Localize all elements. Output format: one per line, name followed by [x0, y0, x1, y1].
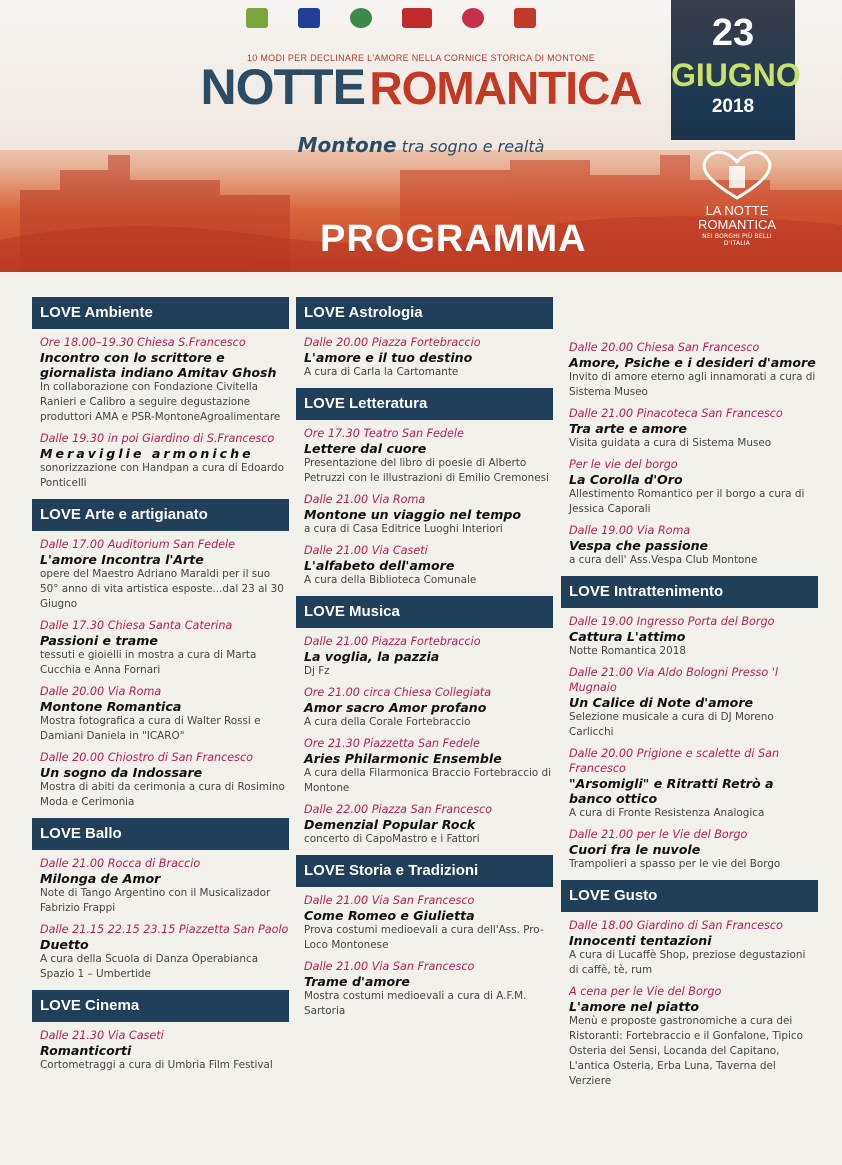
subtitle-montone: Montone: [297, 133, 397, 157]
event-time-place: Dalle 21.00 Piazza Fortebraccio: [304, 635, 481, 648]
event-description: Menù e proposte gastronomiche a cura dei Ristoranti: Fortebraccio e il Gonfalone, Tipico Osteria dei Sensi, Locanda del Capitano, L'antica Osteria, Erba Luna, Taverna del Verziere: [569, 1015, 803, 1087]
event-time-place: Dalle 21.00 Via San Francesco: [304, 960, 475, 973]
event-title: L'amore nel piatto: [569, 999, 700, 1014]
event-item: [561, 614, 818, 659]
event-title: Demenzial Popular Rock: [304, 817, 476, 832]
event-description: Trampolieri a spasso per le vie del Borgo: [569, 858, 781, 870]
event-time-place: Dalle 21.15 22.15 23.15 Piazzetta San Paolo: [40, 923, 289, 936]
event-description: opere del Maestro Adriano Maraldi per il suo 50° anno di vita artistica esposte...dal 23 al 30 Giugno: [40, 568, 284, 610]
event-item: [296, 736, 553, 796]
event-title: "Arsomigli" e Ritratti Retrò a banco ottico: [569, 776, 774, 806]
event-description: A cura della Corale Fortebraccio: [304, 716, 471, 728]
event-title: Amor sacro Amor profano: [304, 700, 487, 715]
event-description: A cura della Filarmonica Braccio Fortebraccio di Montone: [304, 767, 551, 794]
section-storia-continued: [561, 340, 818, 568]
event-description: A cura di Fronte Resistenza Analogica: [569, 807, 765, 819]
italy-emblem-icon: [350, 8, 372, 28]
event-time-place: Dalle 21.00 Via San Francesco: [304, 894, 475, 907]
event-description: concerto di CapoMastro e i Fattori: [304, 833, 480, 845]
section-header: LOVE Gusto: [561, 880, 818, 912]
section-astrologia: [296, 297, 553, 380]
event-time-place: Ore 21.00 circa Chiesa Collegiata: [304, 686, 492, 699]
event-title: Cuori fra le nuvole: [569, 842, 701, 857]
brand-line3: NEI BORGHI PIÙ BELLI D'ITALIA: [702, 232, 772, 247]
program-column-1: [32, 297, 289, 1081]
event-description: Dj Fz: [304, 665, 330, 677]
event-title: Duetto: [40, 937, 89, 952]
event-item: [561, 457, 818, 517]
event-title: Cattura L'attimo: [569, 629, 686, 644]
heart-castle-icon: [697, 150, 777, 200]
event-time-place: Dalle 21.00 Via Roma: [304, 493, 426, 506]
title-romantica: ROMANTICA: [369, 62, 642, 114]
section-header: LOVE Intrattenimento: [561, 576, 818, 608]
event-item: [32, 750, 289, 810]
event-description: A cura della Biblioteca Comunale: [304, 574, 477, 586]
event-time-place: Dalle 21.00 Rocca di Braccio: [40, 857, 201, 870]
event-title: Lettere dal cuore: [304, 441, 427, 456]
event-time-place: Dalle 21.00 per le Vie del Borgo: [569, 828, 748, 841]
brand-line1: LA NOTTE: [705, 203, 769, 218]
event-title: Innocenti tentazioni: [569, 933, 712, 948]
event-title: Passioni e trame: [40, 633, 158, 648]
event-item: [296, 893, 553, 953]
event-item: [296, 685, 553, 730]
brand-line2: ROMANTICA: [698, 217, 776, 233]
event-item: [296, 802, 553, 847]
event-item: [296, 335, 553, 380]
event-time-place: Dalle 21.00 Via Caseti: [304, 544, 428, 557]
psr-logo-icon: [246, 8, 268, 28]
event-item: [32, 335, 289, 425]
event-item: [32, 684, 289, 744]
event-item: [561, 827, 818, 872]
event-item: [561, 406, 818, 451]
section-header: LOVE Ambiente: [32, 297, 289, 329]
event-description: Mostra di abiti da cerimonia a cura di Rosimino Moda e Cerimonia: [40, 781, 285, 808]
borghi-heart-icon: [462, 8, 484, 28]
program-column-3: [561, 340, 818, 1097]
event-time-place: Dalle 19.30 in poi Giardino di S.Francesco: [40, 432, 275, 445]
date-box: [671, 0, 801, 140]
event-title: Milonga de Amor: [40, 871, 161, 886]
event-title: Romanticorti: [40, 1043, 132, 1058]
event-item: [296, 634, 553, 679]
date-year: 2018: [711, 96, 755, 117]
date-month: GIUGNO: [671, 57, 801, 93]
event-item: [561, 918, 818, 978]
event-item: [296, 492, 553, 537]
event-time-place: A cena per le Vie del Borgo: [569, 985, 722, 998]
event-title: L'amore Incontra l'Arte: [40, 552, 204, 567]
event-title: Montone Romantica: [40, 699, 182, 714]
notte-romantica-logo: [692, 150, 782, 247]
event-time-place: Dalle 20.00 Via Roma: [40, 685, 162, 698]
event-item: [561, 665, 818, 740]
section-letteratura: [296, 388, 553, 588]
date-day: 23: [711, 12, 755, 54]
event-item: [32, 431, 289, 491]
event-time-place: Dalle 19.00 Ingresso Porta del Borgo: [569, 615, 775, 628]
event-description: A cura della Scuola di Danza Operabianca Spazio 1 – Umbertide: [40, 953, 259, 980]
event-item: [561, 746, 818, 821]
event-title: Amore, Psiche e i desideri d'amore: [569, 355, 816, 370]
event-item: [32, 1028, 289, 1073]
event-time-place: Dalle 21.00 Pinacoteca San Francesco: [569, 407, 783, 420]
event-time-place: Dalle 21.00 Via Aldo Bologni Presso 'l Mugnaio: [569, 666, 778, 694]
event-time-place: Ore 18.00–19.30 Chiesa S.Francesco: [40, 336, 246, 349]
event-item: [561, 340, 818, 400]
event-title: Un sogno da Indossare: [40, 765, 203, 780]
event-description: Cortometraggi a cura di Umbria Film Festival: [40, 1059, 273, 1071]
event-time-place: Dalle 22.00 Piazza San Francesco: [304, 803, 493, 816]
section-arte: [32, 499, 289, 810]
section-ballo: [32, 818, 289, 982]
event-time-place: Dalle 18.00 Giardino di San Francesco: [569, 919, 783, 932]
section-storia: [296, 855, 553, 1019]
event-description: a cura dell' Ass.Vespa Club Montone: [569, 554, 758, 566]
event-item: [296, 959, 553, 1019]
section-header: LOVE Astrologia: [296, 297, 553, 329]
event-description: Mostra costumi medioevali a cura di A.F.M. Sartoria: [304, 990, 527, 1017]
section-header: LOVE Ballo: [32, 818, 289, 850]
event-description: Prova costumi medioevali a cura dell'Ass. Pro-Loco Montonese: [304, 924, 544, 951]
section-gusto: [561, 880, 818, 1089]
event-item: [561, 984, 818, 1089]
event-title: Meraviglie armoniche: [40, 446, 254, 461]
event-description: In collaborazione con Fondazione Civitella Ranieri e Calibro a seguire degustazione produttori AMA e PSR-MontoneAgroalimentare: [40, 381, 281, 423]
regione-umbria-icon: [402, 8, 432, 28]
section-header: LOVE Cinema: [32, 990, 289, 1022]
event-title: Come Romeo e Giulietta: [304, 908, 475, 923]
event-title: Incontro con lo scrittore e giornalista indiano Amitav Ghosh: [40, 350, 277, 380]
section-header: LOVE Storia e Tradizioni: [296, 855, 553, 887]
section-intrattenimento: [561, 576, 818, 872]
event-title: Tra arte e amore: [569, 421, 687, 436]
section-header: LOVE Letteratura: [296, 388, 553, 420]
event-description: Selezione musicale a cura di DJ Moreno Carlicchi: [569, 711, 774, 738]
event-title: La Corolla d'Oro: [569, 472, 683, 487]
programma-heading: PROGRAMMA: [320, 218, 587, 260]
sponsor-logos: [246, 8, 536, 28]
event-description: Note di Tango Argentino con il Musicalizador Fabrizio Frappi: [40, 887, 271, 914]
event-time-place: Dalle 20.00 Chiostro di San Francesco: [40, 751, 253, 764]
event-description: Visita guidata a cura di Sistema Museo: [569, 437, 772, 449]
section-header: LOVE Arte e artigianato: [32, 499, 289, 531]
event-item: [296, 543, 553, 588]
event-time-place: Dalle 20.00 Piazza Fortebraccio: [304, 336, 481, 349]
event-time-place: Dalle 17.30 Chiesa Santa Caterina: [40, 619, 233, 632]
section-musica: [296, 596, 553, 847]
event-title: Un Calice di Note d'amore: [569, 695, 754, 710]
event-description: sonorizzazione con Handpan a cura di Edoardo Ponticelli: [40, 462, 284, 489]
event-title: Aries Philarmonic Ensemble: [304, 751, 502, 766]
event-description: Mostra fotografica a cura di Walter Rossi e Damiani Daniela in "ICARO": [40, 715, 261, 742]
event-description: Allestimento Romantico per il borgo a cura di Jessica Caporali: [569, 488, 805, 515]
event-description: A cura di Lucaffè Shop, preziose degustazioni di caffè, tè, rum: [569, 949, 806, 976]
event-description: A cura di Carla la Cartomante: [304, 366, 459, 378]
event-time-place: Dalle 20.00 Chiesa San Francesco: [569, 341, 760, 354]
event-item: [32, 856, 289, 916]
event-time-place: Dalle 19.00 Via Roma: [569, 524, 691, 537]
title-notte: NOTTE: [200, 59, 365, 115]
event-description: a cura di Casa Editrice Luoghi Interiori: [304, 523, 503, 535]
event-time-place: Ore 21.30 Piazzetta San Fedele: [304, 737, 480, 750]
event-time-place: Dalle 20.00 Prigione e scalette di San Francesco: [569, 747, 780, 775]
program-column-2: [296, 297, 553, 1027]
montone-crest-icon: [514, 8, 536, 28]
event-item: [32, 537, 289, 612]
event-item: [296, 426, 553, 486]
section-ambiente: [32, 297, 289, 491]
section-cinema: [32, 990, 289, 1073]
event-item: [32, 922, 289, 982]
event-title: Vespa che passione: [569, 538, 709, 553]
tagline: 10 MODI PER DECLINARE L'AMORE NELLA CORNICE STORICA DI MONTONE: [246, 53, 596, 63]
event-title: Montone un viaggio nel tempo: [304, 507, 521, 522]
event-item: [32, 618, 289, 678]
section-header: LOVE Musica: [296, 596, 553, 628]
event-description: Invito di amore eterno agli innamorati a cura di Sistema Museo: [569, 371, 816, 398]
event-time-place: Dalle 21.30 Via Caseti: [40, 1029, 164, 1042]
event-item: [561, 523, 818, 568]
hero-banner: [0, 0, 842, 272]
event-title: Trame d'amore: [304, 974, 410, 989]
event-description: Notte Romantica 2018: [569, 645, 686, 657]
event-title: L'alfabeto dell'amore: [304, 558, 455, 573]
event-title: L'amore e il tuo destino: [304, 350, 473, 365]
event-title: La voglia, la pazzia: [304, 649, 440, 664]
event-time-place: Per le vie del borgo: [569, 458, 678, 471]
event-description: Presentazione del libro di poesie di Alberto Petruzzi con le illustrazioni di Emilio Cremonesi: [304, 457, 549, 484]
event-time-place: Dalle 17.00 Auditorium San Fedele: [40, 538, 236, 551]
event-description: tessuti e gioielli in mostra a cura di Marta Cucchia e Anna Fornari: [40, 649, 257, 676]
event-time-place: Ore 17.30 Teatro San Fedele: [304, 427, 464, 440]
eu-flag-icon: [298, 8, 320, 28]
subtitle-rest: tra sogno e realtà: [401, 137, 545, 156]
